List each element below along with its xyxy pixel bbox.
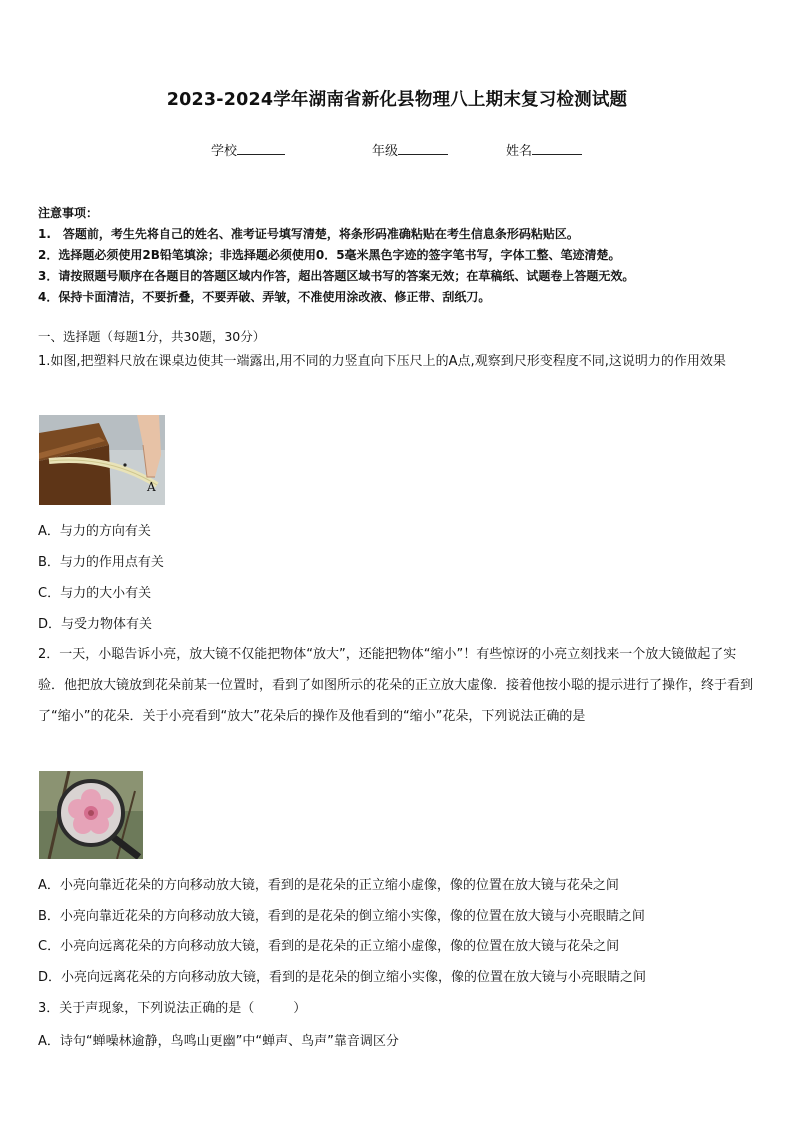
grade-blank [398,142,448,155]
question-3-option-a: A．诗句“蝉噪林逾静，鸟鸣山更幽”中“蝉声、鸟声”靠音调区分 [38,1034,399,1049]
grade-field [372,140,448,159]
question-2-option-c: C．小亮向远离花朵的方向移动放大镜，看到的是花朵的正立缩小虚像，像的位置在放大镜与花朵之间 [38,939,620,954]
magnifier-flower-figure [39,771,143,859]
question-3-stem: 3．关于声现象，下列说法正确的是（ ） [38,1001,307,1016]
school-label: 学校 [211,144,238,159]
note-item: 4．保持卡面清洁，不要折叠，不要弄破、弄皱，不准使用涂改液、修正带、刮纸刀。 [38,290,491,304]
question-1-option-b: B．与力的作用点有关 [38,555,164,570]
question-2-option-d: D．小亮向远离花朵的方向移动放大镜，看到的是花朵的倒立缩小实像，像的位置在放大镜与小亮眼睛之间 [38,970,647,985]
name-field [506,140,582,159]
note-item: 1. 答题前，考生先将自己的姓名、准考证号填写清楚，将条形码准确粘贴在考生信息条形码粘贴区。 [38,227,579,241]
page-title: 2023-2024学年湖南省新化县物理八上期末复习检测试题 [166,90,628,110]
school-field [211,140,285,159]
name-label: 姓名 [506,144,533,159]
ruler-desk-figure [39,415,165,505]
note-item: 3．请按照题号顺序在各题目的答题区域内作答，超出答题区域书写的答案无效；在草稿纸、试题卷上答题无效。 [38,269,635,283]
question-1-stem: 1.如图,把塑料尺放在课桌边使其一端露出,用不同的力竖直向下压尺上的A点,观察到尺形变程度不同,这说明力的作用效果 [38,354,726,369]
question-2-stem: 2．一天，小聪告诉小亮，放大镜不仅能把物体“放大”，还能把物体“缩小”！有些惊讶的小亮立刻找来一个放大镜做起了实验．他把放大镜放到花朵前某一位置时，看到了如图所示的花朵的正立放大虚像．接着他按小聪的提示进行了操作，终于看到了“缩小”的花朵．关于小亮看到“放大”花朵后的操作及他看到的“缩小”花朵，下列说法正确的是 [38,647,754,724]
question-2-option-a: A．小亮向靠近花朵的方向移动放大镜，看到的是花朵的正立缩小虚像，像的位置在放大镜与花朵之间 [38,878,619,893]
question-1-option-c: C．与力的大小有关 [38,586,152,601]
section-heading: 一、选择题（每题1分，共30题，30分） [38,329,266,344]
question-1-option-a: A．与力的方向有关 [38,524,151,539]
note-item: 2．选择题必须使用2B铅笔填涂；非选择题必须使用0．5毫米黑色字迹的签字笔书写，字体工整、笔迹清楚。 [38,248,621,262]
school-blank [237,142,285,155]
notes-block [38,203,634,308]
name-blank [532,142,582,155]
grade-label: 年级 [372,144,399,159]
question-1-option-d: D．与受力物体有关 [38,617,153,632]
point-a-label: A [147,480,156,494]
notes-heading: 注意事项： [38,206,99,220]
question-2-option-b: B．小亮向靠近花朵的方向移动放大镜，看到的是花朵的倒立缩小实像，像的位置在放大镜与小亮眼睛之间 [38,909,645,924]
